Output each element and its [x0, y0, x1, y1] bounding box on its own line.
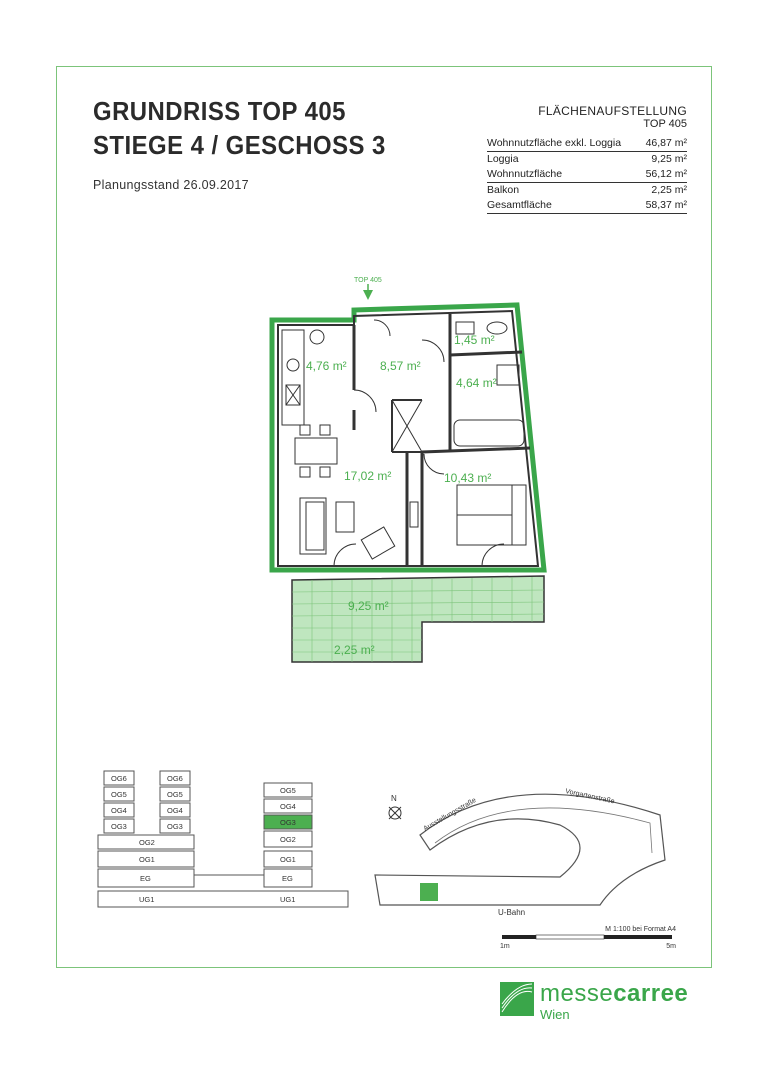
area-row [487, 198, 687, 214]
scale-note: M 1:100 bei Format A4 [605, 926, 676, 933]
area-row-label: Wohnnutzfläche exkl. Loggia [487, 137, 622, 149]
floor-label: OG6 [167, 774, 183, 783]
brand-logo [500, 982, 688, 1021]
floor-label: EG [282, 874, 293, 883]
floor-label: OG5 [167, 790, 183, 799]
floor-label: OG5 [111, 790, 127, 799]
building-section [90, 765, 350, 915]
area-row [487, 167, 687, 183]
area-row [487, 183, 687, 198]
room-area-bath: 4,64 m² [456, 376, 497, 390]
floor-label: OG6 [111, 774, 127, 783]
floor-plan [262, 270, 552, 680]
entrance-label: TOP 405 [354, 277, 382, 284]
room-area-wc: 1,45 m² [454, 333, 495, 347]
brand-bold: carree [613, 980, 689, 1007]
area-row-value: 58,37 m² [645, 199, 687, 211]
room-area-hall: 8,57 m² [380, 359, 421, 373]
area-row-label: Wohnnutzfläche [487, 168, 563, 180]
plan-subtitle: STIEGE 4 / GESCHOSS 3 [93, 130, 386, 160]
area-row-label: Loggia [487, 153, 519, 165]
metro-label: U-Bahn [498, 908, 526, 917]
area-table [487, 104, 687, 214]
floor-label: OG2 [139, 838, 155, 847]
scale-bar [500, 926, 676, 950]
floor-label: OG1 [280, 855, 296, 864]
floor-label: OG5 [280, 786, 296, 795]
site-plan [360, 765, 700, 925]
floor-label: OG2 [280, 835, 296, 844]
area-row [487, 152, 687, 167]
room-area-balcony: 2,25 m² [334, 643, 375, 657]
floor-label: UG1 [139, 895, 155, 904]
room-area-kitchen: 4,76 m² [306, 359, 347, 373]
floor-label: OG1 [139, 855, 155, 864]
loggia-area [292, 576, 544, 662]
logo-mark-icon [500, 982, 534, 1016]
scale-right: 5m [666, 943, 676, 950]
floor-label: OG4 [167, 806, 183, 815]
scale-left: 1m [500, 943, 510, 950]
area-table-unit: TOP 405 [643, 118, 687, 130]
street-label: Vorgartenstraße [564, 788, 616, 806]
area-row-value: 2,25 m² [651, 184, 687, 196]
room-area-bedroom: 10,43 m² [444, 471, 492, 485]
brand-city: Wien [540, 1007, 570, 1022]
floor-label: OG4 [111, 806, 127, 815]
floor-label: OG3 [167, 822, 183, 831]
compass-label: N [391, 794, 397, 803]
floor-label: OG3 [111, 822, 127, 831]
plan-title: GRUNDRISS TOP 405 [93, 96, 346, 126]
planning-status: Planungsstand 26.09.2017 [93, 178, 249, 192]
floor-label: EG [140, 874, 151, 883]
floor-label: UG1 [280, 895, 296, 904]
floor-label: OG4 [280, 802, 296, 811]
brand-main: messe [540, 980, 614, 1007]
area-row-value: 9,25 m² [651, 153, 687, 165]
area-row [487, 136, 687, 152]
room-area-loggia: 9,25 m² [348, 599, 389, 613]
area-row-label: Balkon [487, 184, 520, 196]
area-row-value: 56,12 m² [645, 168, 687, 180]
building-highlight [420, 883, 438, 901]
street-label: Ausstellungsstraße [422, 796, 478, 833]
area-row-label: Gesamtfläche [487, 199, 552, 211]
area-table-heading: FLÄCHENAUFSTELLUNG [538, 104, 687, 118]
area-row-value: 46,87 m² [645, 137, 687, 149]
room-area-living: 17,02 m² [344, 469, 392, 483]
floor-label: OG3 [280, 818, 296, 827]
